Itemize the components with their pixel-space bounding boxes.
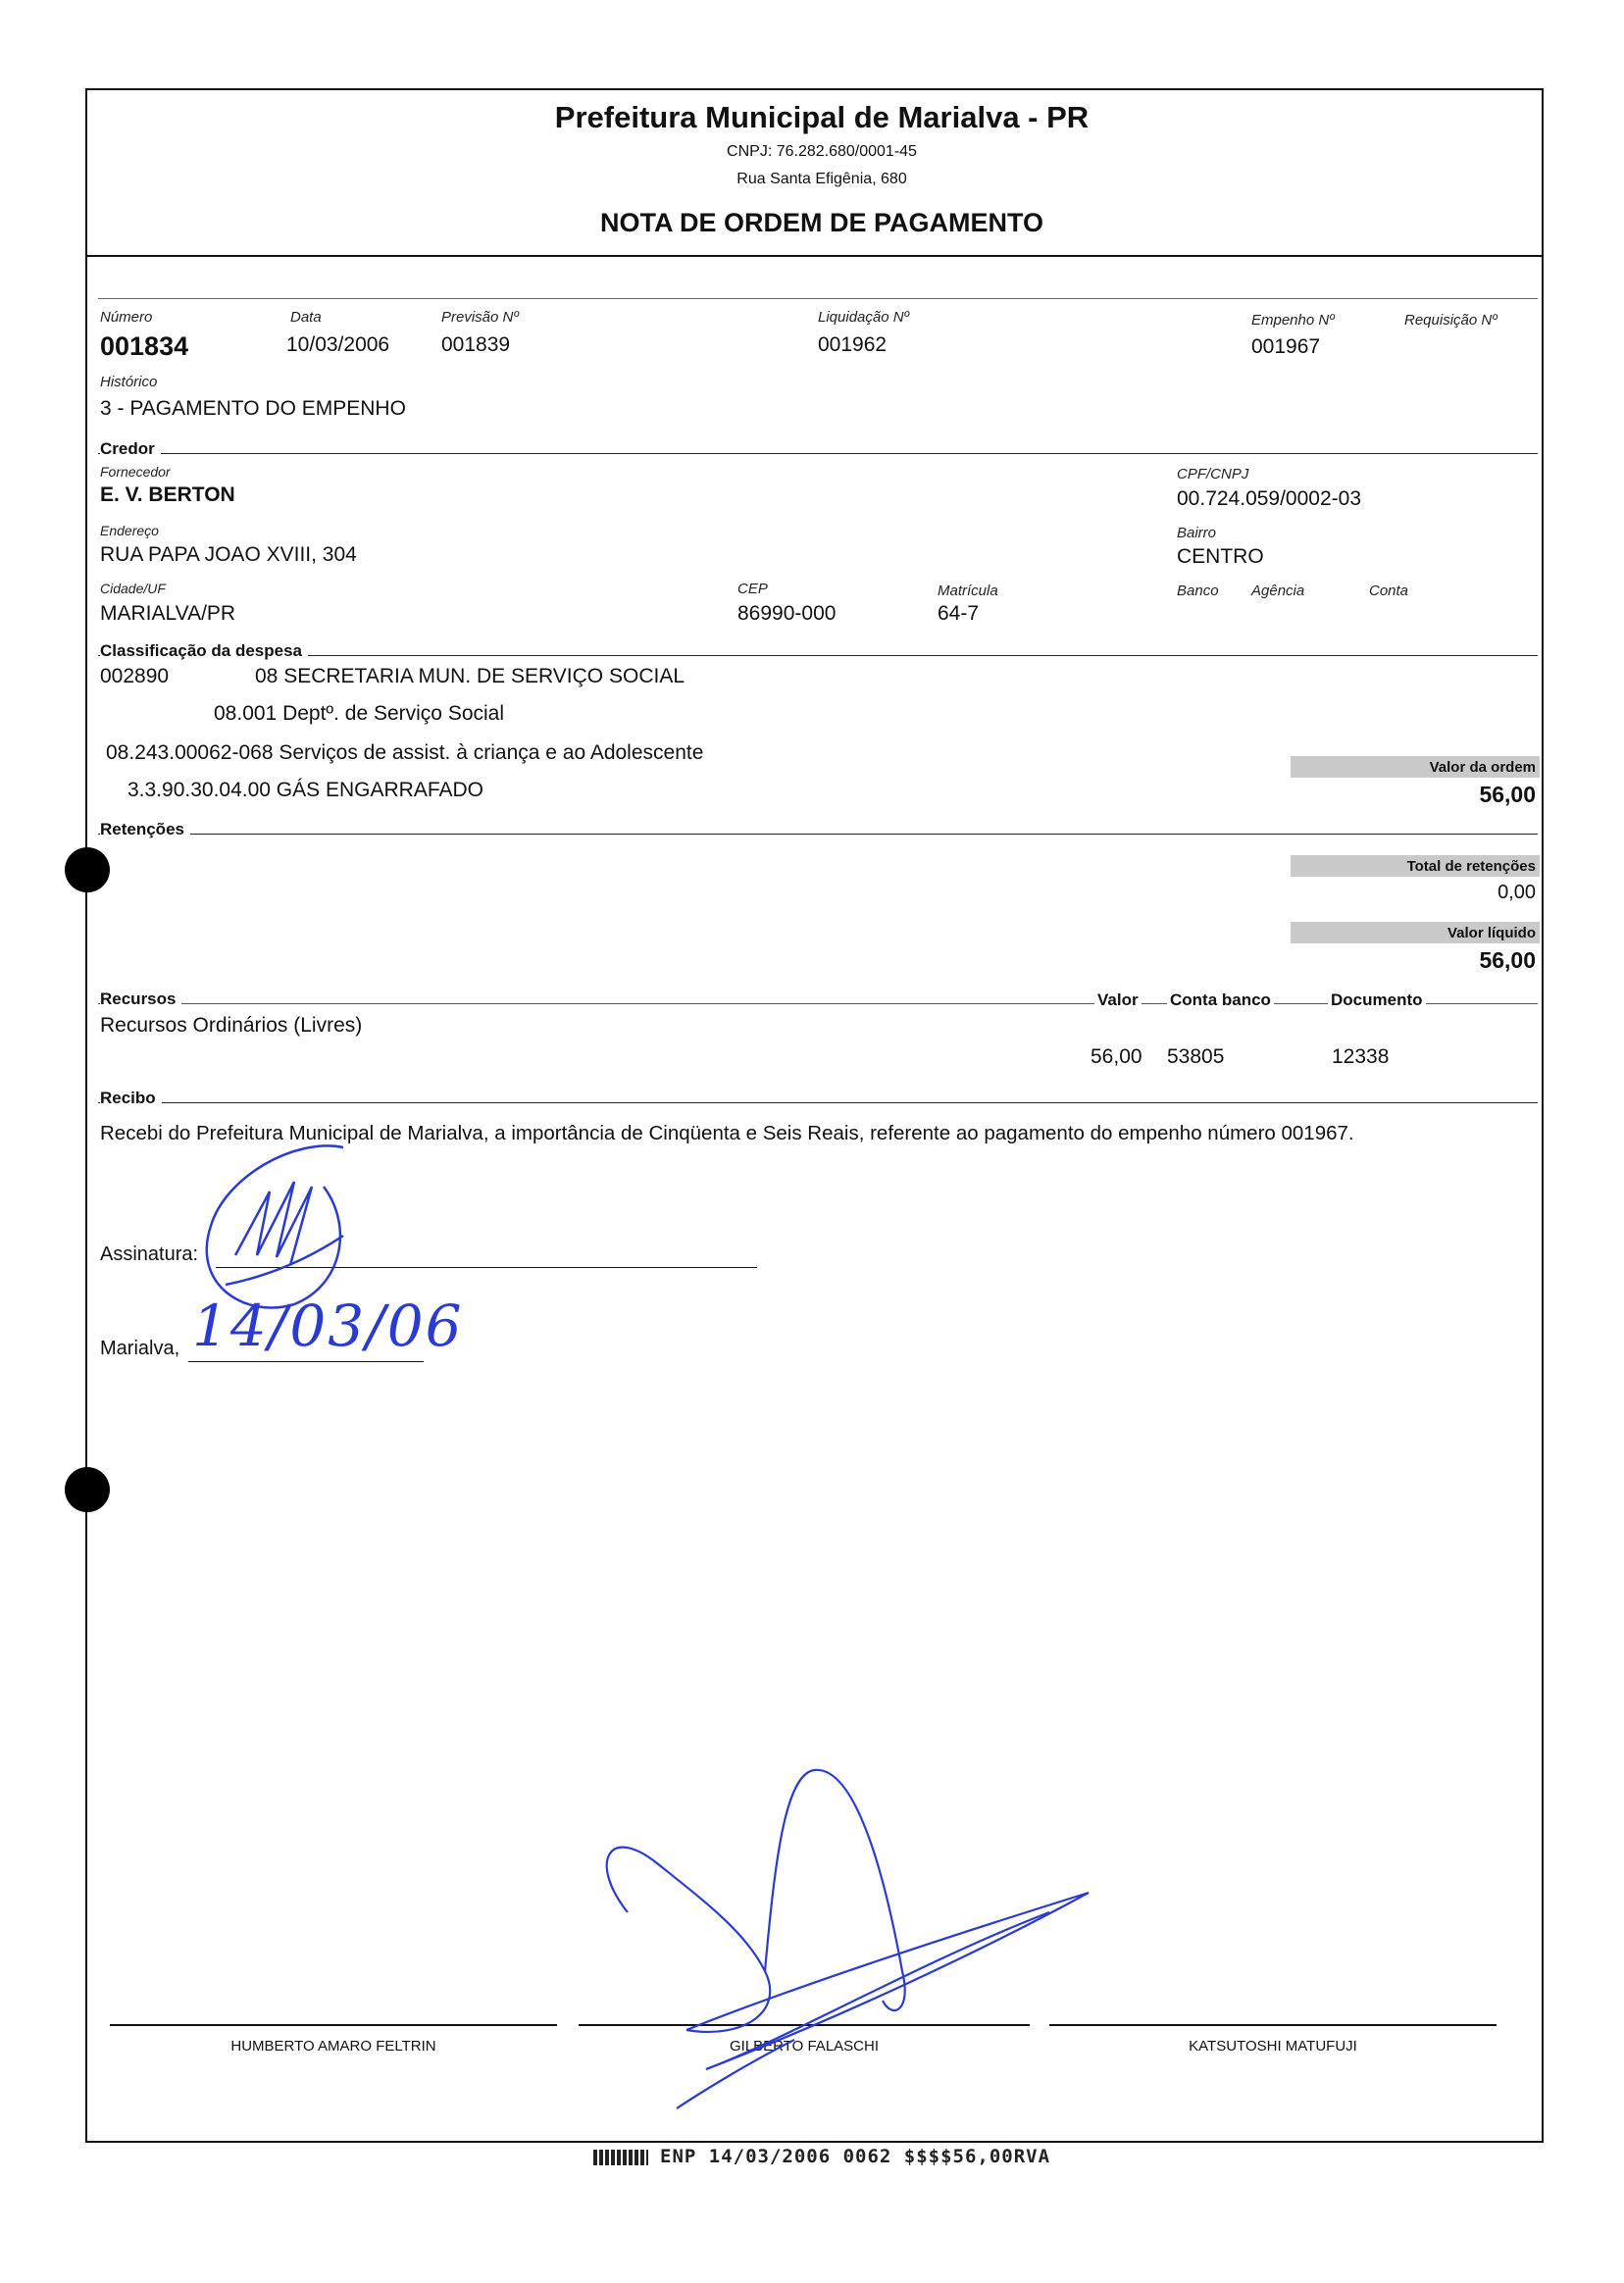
cidade-value: MARIALVA/PR — [100, 602, 236, 625]
cep-label: CEP — [737, 581, 768, 597]
historico-label: Histórico — [100, 374, 158, 390]
recursos-documento-label: Documento — [1328, 990, 1426, 1010]
total-retencoes-value: 0,00 — [1497, 882, 1536, 903]
bairro-label: Bairro — [1177, 525, 1217, 541]
valor-liquido-value: 56,00 — [1479, 947, 1536, 973]
director-signature — [607, 1770, 1089, 2108]
recursos-documento: 12338 — [1332, 1045, 1390, 1068]
recursos-valor-label: Valor — [1094, 990, 1142, 1010]
classificacao-section: Classificação da despesa — [100, 641, 308, 661]
liquidacao-label: Liquidação Nº — [818, 309, 910, 326]
recursos-conta: 53805 — [1167, 1045, 1225, 1068]
liquidacao-value: 001962 — [818, 333, 888, 356]
bairro-value: CENTRO — [1177, 545, 1264, 568]
retencoes-section: Retenções — [100, 820, 190, 839]
classificacao-funcional: 08.243.00062-068 Serviços de assist. à criança e ao Adolescente — [106, 741, 704, 764]
fornecedor-value: E. V. BERTON — [100, 483, 235, 506]
cpf-label: CPF/CNPJ — [1177, 466, 1249, 482]
recursos-valor: 56,00 — [1091, 1045, 1142, 1068]
signatory-1: HUMBERTO AMARO FELTRIN — [230, 2038, 436, 2055]
conta-label: Conta — [1369, 583, 1409, 599]
cep-value: 86990-000 — [737, 602, 837, 625]
valor-ordem-label: Valor da ordem — [1429, 759, 1536, 776]
data-label: Data — [290, 309, 322, 326]
stamp-text: ENP 14/03/2006 0062 $$$$56,00RVA — [660, 2146, 1051, 2167]
address-line: Rua Santa Efigênia, 680 — [736, 171, 907, 187]
signatory-3: KATSUTOSHI MATUFUJI — [1189, 2038, 1357, 2055]
numero-value: 001834 — [100, 331, 189, 361]
local-label: Marialva, — [100, 1338, 180, 1359]
bank-stamp — [593, 2146, 1050, 2167]
recursos-name: Recursos Ordinários (Livres) — [100, 1014, 363, 1037]
agencia-label: Agência — [1251, 583, 1305, 599]
cidade-label: Cidade/UF — [100, 581, 166, 596]
recursos-conta-label: Conta banco — [1167, 990, 1274, 1010]
classificacao-elemento: 3.3.90.30.04.00 GÁS ENGARRAFADO — [127, 779, 484, 801]
credor-section: Credor — [100, 439, 161, 459]
numero-label: Número — [100, 309, 153, 326]
cnpj-line: CNPJ: 76.282.680/0001-45 — [727, 143, 917, 160]
endereco-value: RUA PAPA JOAO XVIII, 304 — [100, 543, 357, 566]
empenho-label: Empenho Nº — [1251, 312, 1335, 329]
previsao-label: Previsão Nº — [441, 309, 519, 326]
classificacao-unidade: 08.001 Deptº. de Serviço Social — [214, 702, 505, 725]
recibo-text: Recebi do Prefeitura Municipal de Marialva, a importância de Cinqüenta e Seis Reais, referente ao pagamento do empenho número 001967. — [100, 1122, 1354, 1144]
previsao-value: 001839 — [441, 333, 511, 356]
total-retencoes-label: Total de retenções — [1406, 858, 1536, 875]
doc-title: NOTA DE ORDEM DE PAGAMENTO — [599, 208, 1043, 237]
data-value: 10/03/2006 — [286, 333, 390, 356]
empenho-value: 001967 — [1251, 335, 1321, 358]
classificacao-orgao: 08 SECRETARIA MUN. DE SERVIÇO SOCIAL — [255, 665, 685, 687]
stamp-logo-icon — [593, 2150, 648, 2165]
assinatura-label: Assinatura: — [100, 1243, 199, 1265]
classificacao-code: 002890 — [100, 665, 170, 687]
page-title: Prefeitura Municipal de Marialva - PR — [554, 100, 1090, 134]
cpf-value: 00.724.059/0002-03 — [1177, 487, 1362, 510]
receipt-signature — [207, 1145, 343, 1307]
valor-ordem-value: 56,00 — [1479, 782, 1536, 807]
historico-value: 3 - PAGAMENTO DO EMPENHO — [100, 397, 406, 420]
handwritten-date: 14/03/06 — [192, 1293, 464, 1359]
valor-liquido-label: Valor líquido — [1446, 925, 1536, 941]
banco-label: Banco — [1177, 583, 1219, 599]
matricula-label: Matrícula — [938, 583, 998, 599]
fornecedor-label: Fornecedor — [100, 464, 171, 480]
matricula-value: 64-7 — [938, 602, 980, 625]
endereco-label: Endereço — [100, 523, 159, 538]
signatory-2: GILBERTO FALASCHI — [730, 2038, 879, 2055]
recursos-section: Recursos — [100, 989, 181, 1009]
requisicao-label: Requisição Nº — [1404, 312, 1497, 329]
recibo-section: Recibo — [100, 1089, 162, 1108]
